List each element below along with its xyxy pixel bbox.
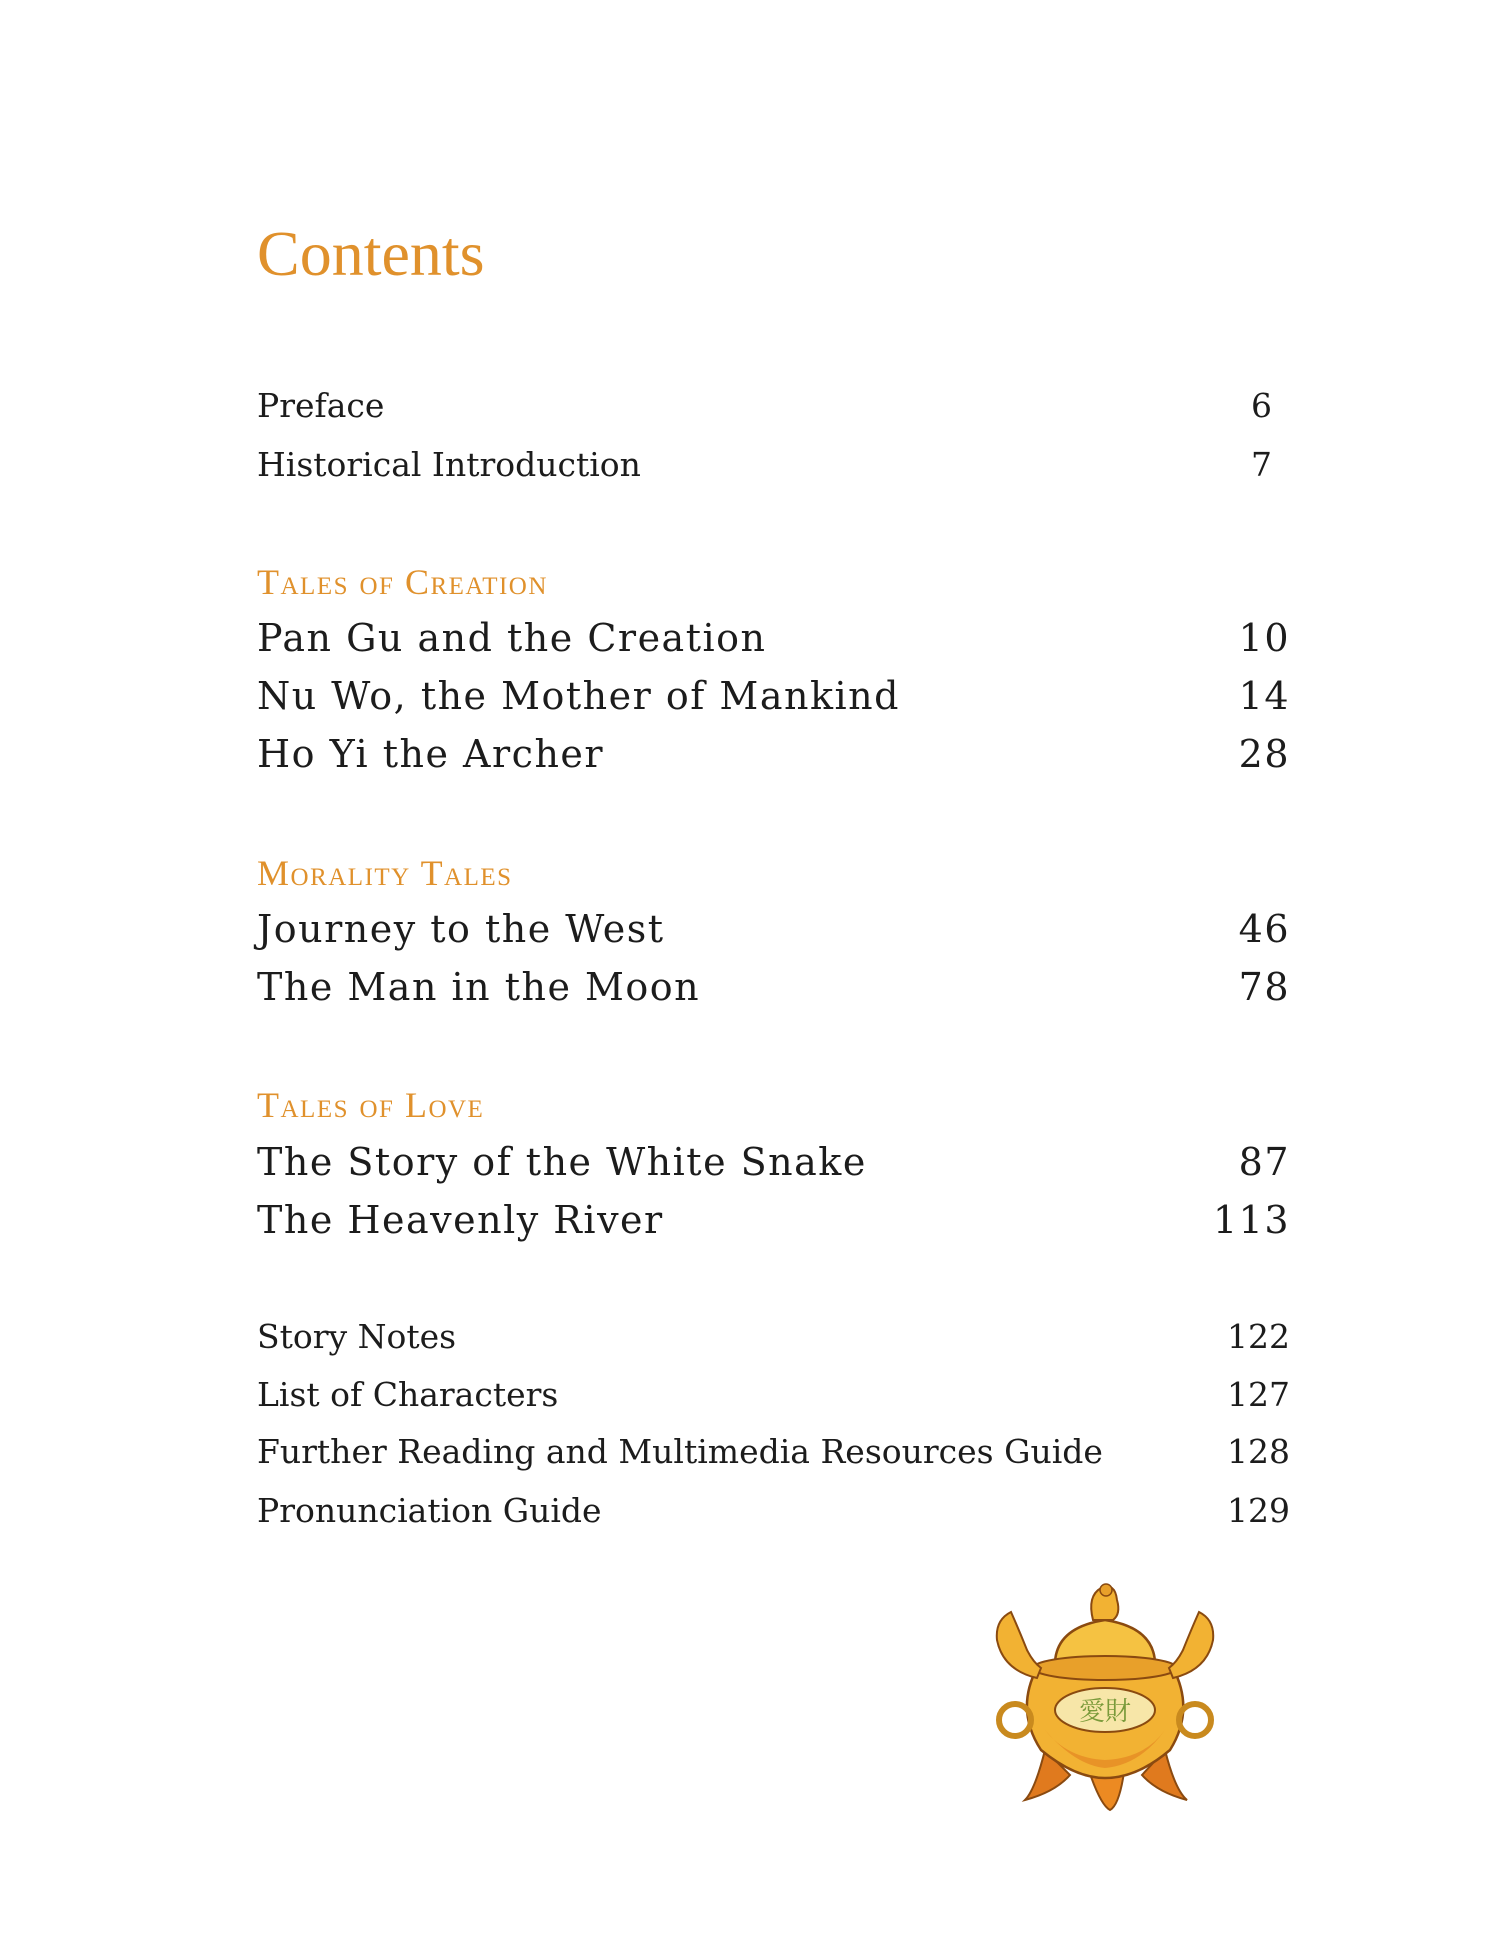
toc-entry-further-reading[interactable] [257,1430,1290,1474]
toc-entry-ho-yi[interactable] [257,730,1290,778]
toc-entry-page: 46 [1238,907,1290,951]
toc-entry-page: 6 [1251,386,1272,425]
toc-entry-title: Pan Gu and the Creation [257,616,767,660]
incense-burner-illustration [975,1560,1235,1815]
section-heading-morality: Morality Tales [257,853,513,893]
toc-entry-title: Historical Introduction [257,445,641,484]
toc-entry-page: 78 [1238,965,1290,1009]
toc-entry-white-snake[interactable] [257,1138,1290,1186]
finial-top [1100,1584,1112,1596]
toc-entry-title: Story Notes [257,1317,457,1356]
toc-entry-page: 87 [1238,1140,1290,1184]
toc-entry-page: 122 [1227,1317,1290,1356]
toc-entry-title: The Heavenly River [257,1198,664,1242]
toc-entry-page: 128 [1227,1432,1290,1471]
toc-entry-pronunciation-guide[interactable] [257,1489,1290,1533]
toc-entry-title: Nu Wo, the Mother of Mankind [257,674,900,718]
toc-entry-page: 7 [1251,445,1272,484]
toc-entry-heavenly-river[interactable] [257,1196,1290,1244]
toc-entry-title: The Man in the Moon [257,965,701,1009]
toc-entry-page: 14 [1238,674,1290,718]
handle-bird-right [1169,1612,1213,1678]
toc-entry-journey-west[interactable] [257,905,1290,953]
toc-entry-title: Further Reading and Multimedia Resources Guide [257,1432,1103,1471]
panel-inscription: 愛財 [1078,1697,1132,1727]
toc-entry-page: 28 [1238,732,1290,776]
toc-entry-nu-wo[interactable] [257,672,1290,720]
toc-entry-list-of-characters[interactable] [257,1373,1290,1417]
page-title: Contents [257,218,485,289]
toc-entry-title: Journey to the West [257,907,665,951]
toc-entry-pan-gu[interactable] [257,614,1290,662]
handle-bird-left [997,1612,1041,1678]
toc-entry-page: 129 [1227,1491,1290,1530]
toc-entry-title: The Story of the White Snake [257,1140,867,1184]
toc-entry-page: 127 [1227,1375,1290,1414]
vase-rim [1033,1656,1177,1680]
toc-entry-title: Preface [257,386,385,425]
section-heading-creation: Tales of Creation [257,562,548,602]
toc-entry-page: 113 [1212,1198,1290,1242]
handle-ring-right [1179,1704,1211,1736]
toc-entry-title: List of Characters [257,1375,559,1414]
toc-entry-title: Pronunciation Guide [257,1491,602,1530]
section-heading-love: Tales of Love [257,1085,485,1125]
toc-entry-story-notes[interactable] [257,1315,1290,1359]
toc-entry-man-in-moon[interactable] [257,963,1290,1011]
toc-entry-historical-introduction[interactable] [257,443,1290,487]
handle-ring-left [999,1704,1031,1736]
toc-entry-preface[interactable] [257,384,1290,428]
toc-entry-title: Ho Yi the Archer [257,732,605,776]
toc-entry-page: 10 [1238,616,1290,660]
